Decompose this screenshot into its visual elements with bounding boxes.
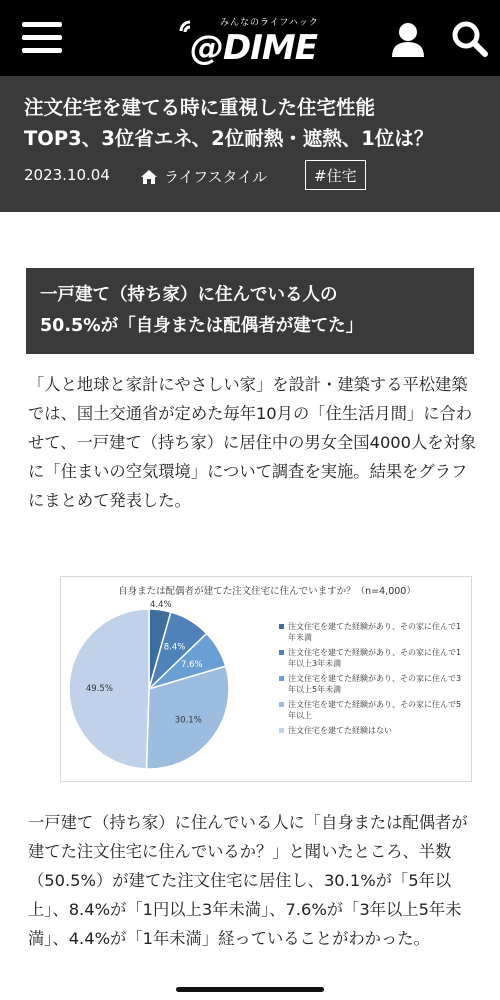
chart-legend: [279, 621, 469, 740]
article-title-line-2: TOP3、3位省エネ、2位耐熱・遮熱、1位は？: [24, 127, 434, 150]
home-icon: [140, 168, 158, 186]
pie-chart-svg: [61, 593, 261, 783]
site-logo[interactable]: [178, 14, 328, 66]
legend-swatch-2: [279, 650, 284, 655]
pie-label-5: 49.5%: [85, 684, 113, 695]
legend-item-4: [279, 699, 469, 721]
article-title-line-1: 注文住宅を建てる時に重視した住宅性能: [24, 96, 376, 119]
chart-title: 自身または配偶者が建てた注文住宅に住んでいますか？（n=4,000）: [118, 586, 416, 597]
category-link[interactable]: [140, 166, 267, 187]
top-navigation-bar: [0, 0, 500, 76]
legend-label-1: 注文住宅を建てた経験があり、その家に住んで1年未満: [288, 622, 462, 642]
legend-item-5: [279, 725, 469, 736]
logo-tagline: みんなのライフハック: [220, 18, 319, 28]
body-paragraph-2: 一戸建て（持ち家）に住んでいる人に「自身または配偶者が建てた注文住宅に住んでいるか？」と聞いたところ、半数（50.5%）が建てた注文住宅に居住し、30.1%が「5年以上」、8.4%が「1円以上3年未満」、7.6%が「3年以上5年未満」、4.4%が「1年未満」経っていることがわかった。: [28, 813, 468, 948]
pie-label-3: 7.6%: [181, 660, 203, 671]
user-icon[interactable]: [390, 20, 426, 58]
legend-item-1: [279, 621, 469, 643]
pie-label-4: 30.1%: [174, 715, 202, 726]
body-paragraph-1: 「人と地球と家計にやさしい家」を設計・建築する平松建築では、国土交通省が定めた毎年10月の「住生活月間」に合わせて、一戸建て（持ち家）に居住中の男女全国4000人を対象に「住まいの空気環境」について調査を実施。結果をグラフにまとめて発表した。: [28, 375, 477, 510]
home-indicator: [176, 987, 324, 992]
search-icon[interactable]: [452, 20, 488, 58]
section-heading-line-2: 50.5%が「自身または配偶者が建てた」: [40, 316, 364, 336]
legend-item-3: [279, 673, 469, 695]
legend-label-5: 注文住宅を建てた経験はない: [288, 726, 392, 735]
legend-label-4: 注文住宅を建てた経験があり、その家に住んで5年以上: [288, 700, 462, 720]
legend-label-3: 注文住宅を建てた経験があり、その家に住んで3年以上5年未満: [288, 674, 462, 694]
pie-label-2: 8.4%: [163, 642, 186, 653]
legend-label-2: 注文住宅を建てた経験があり、その家に住んで1年以上3年未満: [288, 648, 462, 668]
legend-swatch-1: [279, 624, 284, 629]
legend-swatch-3: [279, 676, 284, 681]
tag-housing[interactable]: #住宅: [305, 160, 366, 190]
legend-swatch-4: [279, 702, 284, 707]
legend-item-2: [279, 647, 469, 669]
pie-label-1: 4.4%: [149, 600, 172, 611]
section-heading-line-1: 一戸建て（持ち家）に住んでいる人の: [40, 285, 338, 305]
article-title: [24, 92, 484, 154]
menu-icon[interactable]: [22, 22, 62, 54]
logo-text: @DIME: [190, 28, 317, 68]
article-date: 2023.10.04: [24, 166, 110, 184]
pie-chart: [60, 576, 472, 782]
category-label: ライフスタイル: [164, 168, 268, 186]
section-heading: [40, 280, 470, 342]
legend-swatch-5: [279, 728, 284, 733]
